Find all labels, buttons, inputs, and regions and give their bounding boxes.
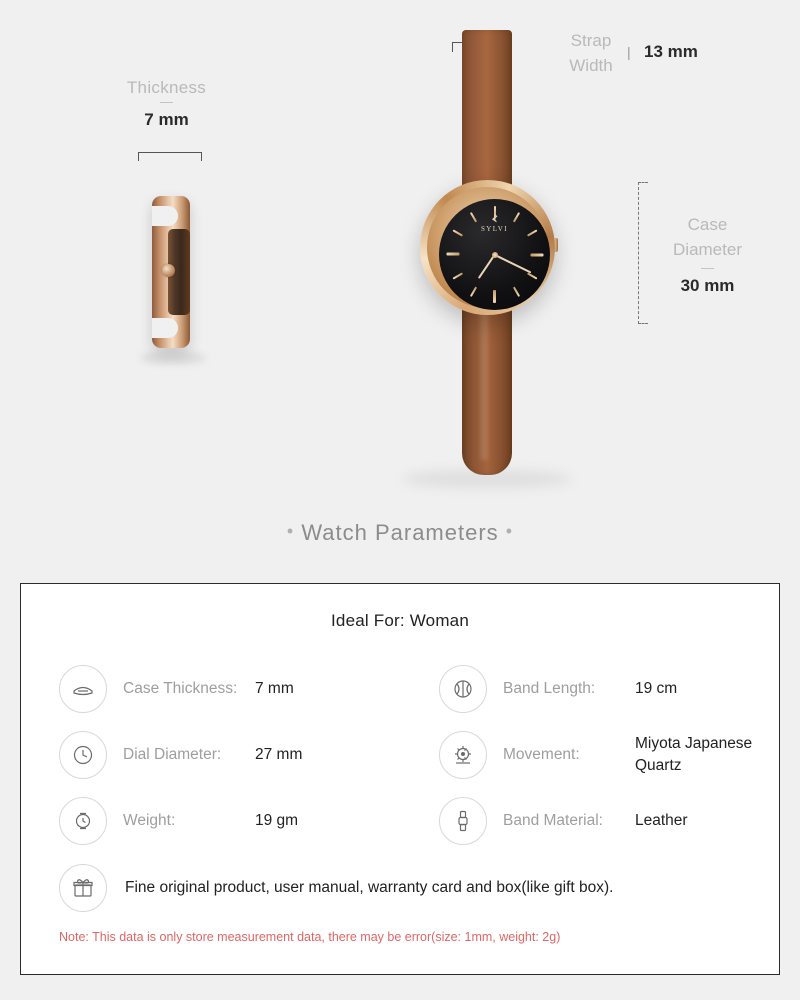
watch-parameters-card: [20, 583, 780, 975]
inclusions-text: Fine original product, user manual, warranty card and box(like gift box).: [125, 879, 614, 896]
watch-front-view: [420, 30, 555, 480]
thickness-value: 7 mm: [144, 110, 189, 129]
case-diameter-measure-bracket: [638, 182, 648, 324]
side-view-shadow: [140, 352, 206, 364]
thickness-label: Thickness: [126, 78, 207, 97]
watch-case: [420, 180, 555, 315]
section-title: [0, 520, 800, 546]
spec-key: Band Length:: [503, 680, 596, 697]
side-crown: [162, 264, 175, 277]
specs-row: [21, 722, 781, 788]
strap-width-value: 13 mm: [644, 42, 698, 61]
side-notch-bottom: [152, 318, 178, 338]
spec-case-thickness: [21, 656, 401, 722]
strap-width-label: Strap Width: [569, 31, 613, 75]
case-diameter-value: 30 mm: [680, 276, 735, 295]
strap-width-separator: |: [627, 44, 631, 60]
spec-weight: [21, 788, 401, 854]
title-dot-left: •: [286, 521, 295, 541]
band-length-icon: [439, 665, 487, 713]
spec-key: Weight:: [123, 812, 176, 829]
title-dot-right: •: [505, 521, 514, 541]
case-thickness-icon: [59, 665, 107, 713]
thickness-divider: [160, 102, 173, 103]
spec-value: 19 cm: [635, 680, 678, 697]
gift-box-icon: [59, 864, 107, 912]
spec-value: Leather: [635, 812, 688, 829]
dial-tick: [493, 290, 496, 303]
watch-bezel: [427, 187, 548, 308]
measurement-note: Note: This data is only store measurement data, there may be error(size: 1mm, weight: 2g): [59, 930, 561, 944]
dial-tick: [530, 254, 543, 257]
weight-watch-icon: [59, 797, 107, 845]
watch-side-view: [152, 196, 190, 348]
specs-grid: [21, 656, 781, 922]
section-title-text: Watch Parameters: [301, 520, 499, 545]
dial-tick: [446, 253, 459, 256]
spec-value: 19 gm: [255, 812, 299, 829]
spec-inclusions: [21, 854, 781, 922]
movement-gear-icon: [439, 731, 487, 779]
spec-key: Movement:: [503, 746, 580, 763]
thickness-measure-bracket: [138, 152, 202, 161]
specs-row: [21, 788, 781, 854]
watch-dial: [439, 199, 550, 310]
dial-tick: [526, 272, 537, 279]
spec-key: Dial Diameter:: [123, 746, 222, 763]
spec-value: 27 mm: [255, 746, 303, 763]
dial-tick: [512, 286, 519, 297]
spec-dial-diameter: [21, 722, 401, 788]
center-cap: [492, 252, 498, 258]
dial-tick: [452, 272, 463, 279]
minute-hand: [494, 254, 531, 273]
hour-hand: [478, 254, 496, 279]
spec-movement: [401, 722, 781, 788]
dial-tick: [512, 212, 519, 223]
spec-band-length: [401, 656, 781, 722]
case-diameter-divider: [701, 268, 714, 269]
brand-name: SYLVI: [481, 225, 508, 233]
spec-value: 7 mm: [255, 680, 294, 697]
dial-tick: [469, 212, 476, 223]
brand-mark-icon: [492, 213, 498, 223]
band-material-icon: [439, 797, 487, 845]
ideal-for-text: Ideal For: Woman: [331, 611, 469, 630]
dial-tick: [469, 286, 476, 297]
specs-row: [21, 656, 781, 722]
case-diameter-label: Case Diameter: [673, 215, 742, 259]
dial-diameter-icon: [59, 731, 107, 779]
spec-key: Band Material:: [503, 812, 603, 829]
spec-key: Case Thickness:: [123, 680, 238, 697]
spec-band-material: [401, 788, 781, 854]
side-notch-top: [152, 206, 178, 226]
spec-value: Miyota Japanese Quartz: [635, 735, 753, 774]
